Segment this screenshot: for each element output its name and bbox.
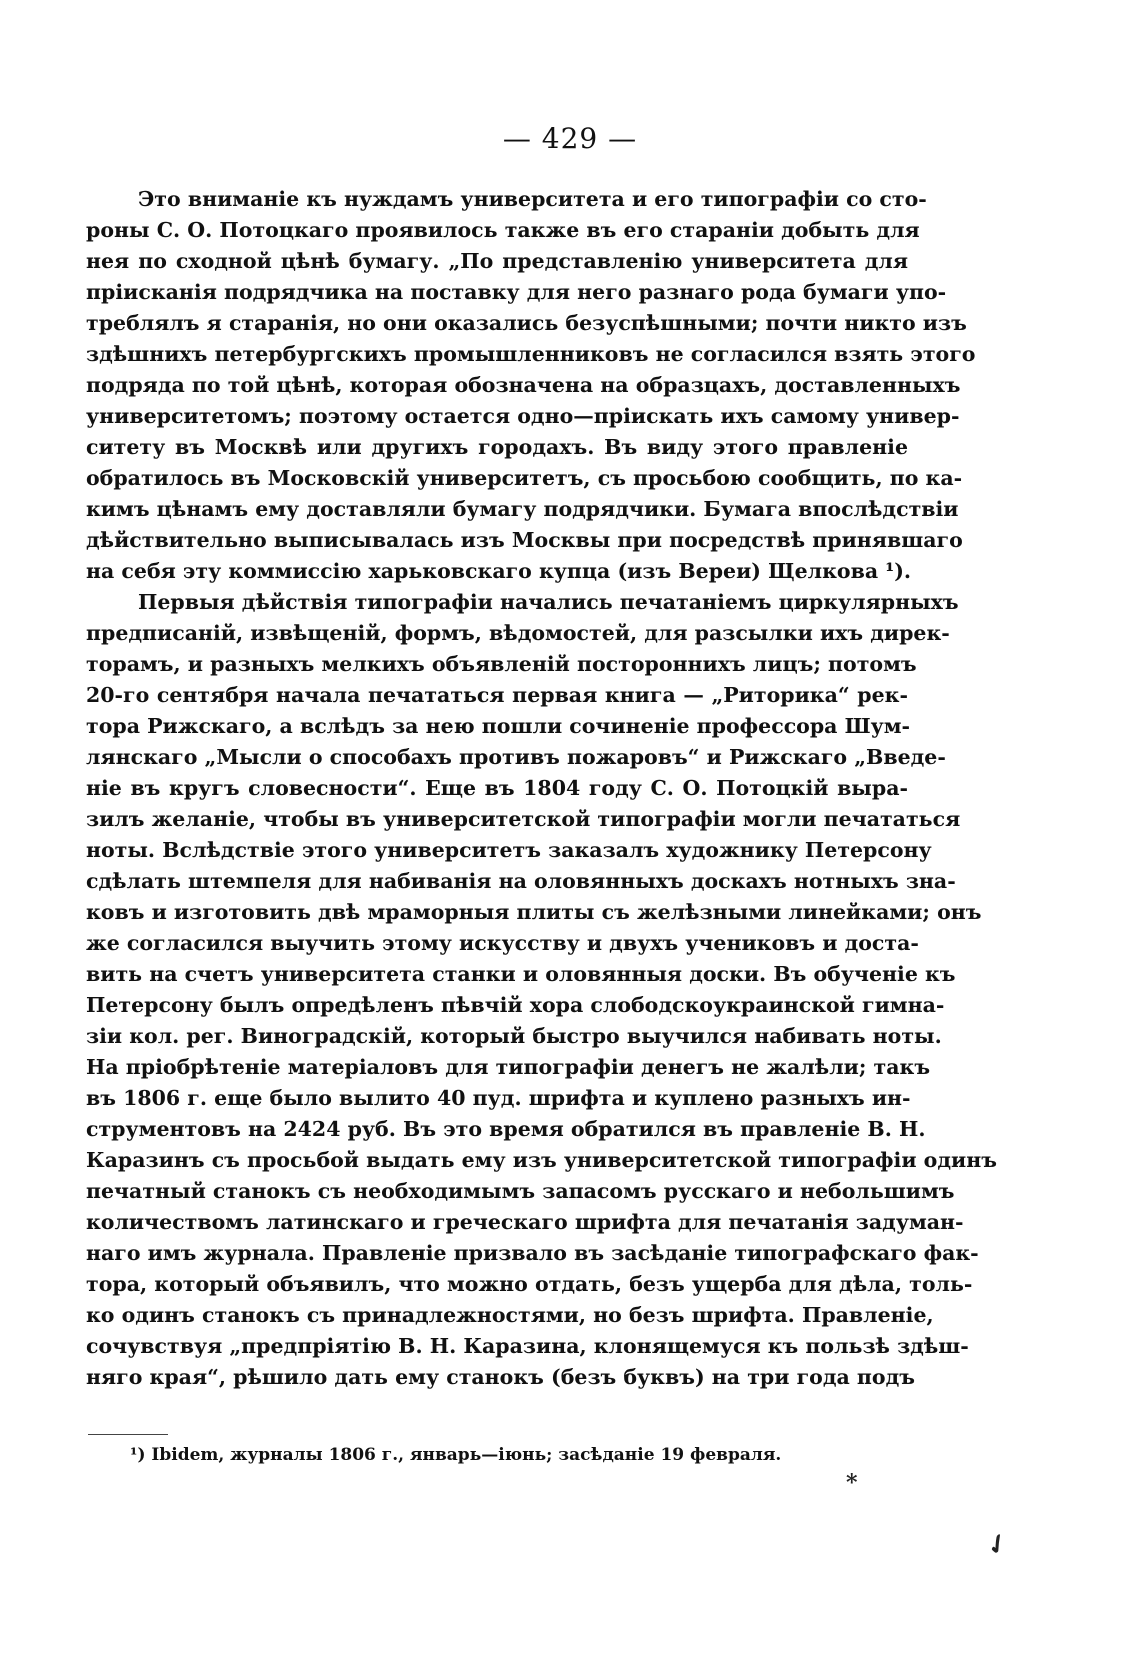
footnote: ¹) Ibidem, журналы 1806 г., январь—іюнь; засѣданіе 19 февраля.	[130, 1445, 782, 1465]
text-line: ковъ и изготовить двѣ мраморныя плиты съ желѣзными линейками; онъ	[86, 900, 982, 924]
text-line: на себя эту коммиссію харьковскаго купца (изъ Вереи) Щелкова ¹).	[86, 559, 912, 583]
asterisk-mark: *	[846, 1470, 858, 1496]
text-line: нея по сходной цѣнѣ бумагу. „По представленію университета для	[86, 249, 908, 273]
text-line: печатный станокъ съ необходимымъ запасомъ русскаго и небольшимъ	[86, 1179, 955, 1203]
footnote-divider	[88, 1434, 168, 1435]
text-line: предписаній, извѣщеній, формъ, вѣдомостей, для разсылки ихъ дирек-	[86, 621, 950, 645]
text-line: струментовъ на 2424 руб. Въ это время обратился въ правленіе В. Н.	[86, 1117, 926, 1141]
text-line: зилъ желаніе, чтобы въ университетской типографіи могли печататься	[86, 807, 961, 831]
text-line: наго имъ журнала. Правленіе призвало въ засѣданіе типографскаго фак-	[86, 1241, 979, 1265]
text-line: Первыя дѣйствія типографіи начались печатаніемъ циркулярныхъ	[138, 590, 959, 614]
text-line: На пріобрѣтеніе матеріаловъ для типографіи денегъ не жалѣли; такъ	[86, 1055, 931, 1079]
text-line: же согласился выучить этому искусству и двухъ учениковъ и доста-	[86, 931, 919, 955]
text-line: Каразинъ съ просьбой выдать ему изъ университетской типографіи одинъ	[86, 1148, 997, 1172]
text-line: треблялъ я старанія, но они оказались безуспѣшными; почти никто изъ	[86, 311, 967, 335]
text-line: университетомъ; поэтому остается одно—пріискать ихъ самому универ-	[86, 404, 960, 428]
text-line: ситету въ Москвѣ или другихъ городахъ. Въ виду этого правленіе	[86, 435, 908, 459]
text-line: обратилось въ Московскій университетъ, съ просьбою сообщить, по ка-	[86, 466, 963, 490]
text-line: ноты. Вслѣдствіе этого университетъ заказалъ художнику Петерсону	[86, 838, 932, 862]
text-line: зіи кол. рег. Виноградскій, который быстро выучился набивать ноты.	[86, 1024, 942, 1048]
text-line: роны С. О. Потоцкаго проявилось также въ его стараніи добыть для	[86, 218, 920, 242]
text-line: подряда по той цѣнѣ, которая обозначена на образцахъ, доставленныхъ	[86, 373, 961, 397]
paragraph	[86, 184, 976, 587]
text-line: 20-го сентября начала печататься первая книга — „Риторика“ рек-	[86, 683, 908, 707]
text-line: ко одинъ станокъ съ принадлежностями, но безъ шрифта. Правленіе,	[86, 1303, 934, 1327]
text-line: Петерсону былъ опредѣленъ пѣвчій хора слободскоукраинской гимна-	[86, 993, 945, 1017]
pen-stroke-mark: ✓	[980, 1526, 1015, 1564]
text-line: сдѣлать штемпеля для набиванія на оловянныхъ доскахъ нотныхъ зна-	[86, 869, 956, 893]
text-line: тора, который объявилъ, что можно отдать, безъ ущерба для дѣла, толь-	[86, 1272, 973, 1296]
text-line: пріисканія подрядчика на поставку для него разнаго рода бумаги упо-	[86, 280, 947, 304]
text-line: въ 1806 г. еще было вылито 40 пуд. шрифта и куплено разныхъ ин-	[86, 1086, 911, 1110]
text-line: здѣшнихъ петербургскихъ промышленниковъ не согласился взять этого	[86, 342, 976, 366]
text-line: торамъ, и разныхъ мелкихъ объявленій постороннихъ лицъ; потомъ	[86, 652, 917, 676]
text-line: кимъ цѣнамъ ему доставляли бумагу подрядчики. Бумага впослѣдствіи	[86, 497, 959, 521]
text-line: ніе въ кругъ словесности“. Еще въ 1804 году С. О. Потоцкій выра-	[86, 776, 908, 800]
text-line: тора Рижскаго, а вслѣдъ за нею пошли сочиненіе профессора Шум-	[86, 714, 911, 738]
text-line: сочувствуя „предпріятію В. Н. Каразина, клонящемуся къ пользѣ здѣш-	[86, 1334, 969, 1358]
text-line: вить на счетъ университета станки и оловянныя доски. Въ обученіе къ	[86, 962, 956, 986]
text-line: дѣйствительно выписывалась изъ Москвы при посредствѣ принявшаго	[86, 528, 963, 552]
text-line: няго края“, рѣшило дать ему станокъ (безъ буквъ) на три года подъ	[86, 1365, 915, 1389]
text-line: лянскаго „Мысли о способахъ противъ пожаровъ“ и Рижскаго „Введе-	[86, 745, 946, 769]
body-text	[86, 184, 997, 1393]
paragraph	[86, 587, 997, 1393]
text-line: количествомъ латинскаго и греческаго шрифта для печатанія задуман-	[86, 1210, 964, 1234]
page-number: — 429 —	[502, 122, 638, 155]
text-line: Это вниманіе къ нуждамъ университета и его типографіи со сто-	[138, 187, 927, 211]
